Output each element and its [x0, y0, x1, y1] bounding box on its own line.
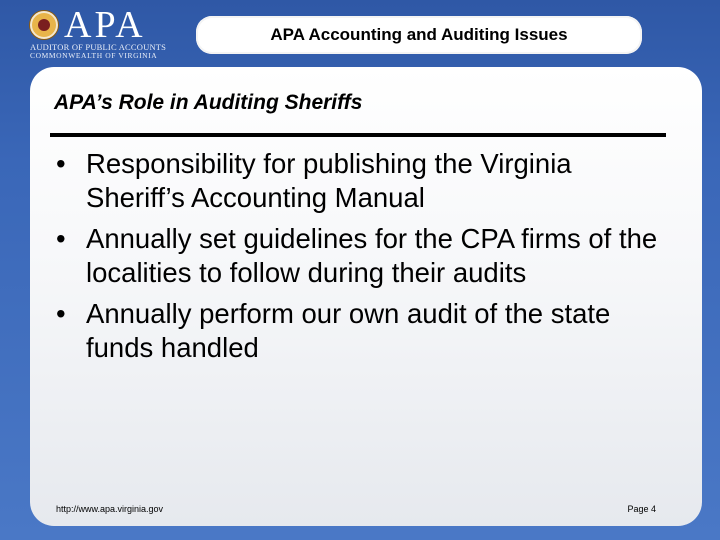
- header-title: APA Accounting and Auditing Issues: [270, 25, 568, 44]
- logo-subtitle-line1: AUDITOR OF PUBLIC ACCOUNTS: [30, 42, 167, 52]
- page-number: Page 4: [627, 504, 656, 514]
- bullet-item: • Annually perform our own audit of the state funds handled: [54, 297, 674, 365]
- title-divider: [50, 133, 666, 137]
- virginia-seal-icon: [30, 11, 58, 39]
- header-title-banner: [196, 16, 642, 54]
- logo-subtitle-line2: COMMONWEALTH OF VIRGINIA: [30, 51, 158, 60]
- slide-title: APA’s Role in Auditing Sheriffs: [54, 91, 363, 114]
- logo-wordmark: APA: [64, 4, 146, 46]
- bullet-list: [54, 147, 674, 372]
- bullet-item: • Annually set guidelines for the CPA firms of the localities to follow during their audits: [54, 222, 674, 290]
- content-panel: [30, 67, 702, 526]
- apa-logo: [28, 4, 198, 60]
- bullet-item: • Responsibility for publishing the Virginia Sheriff’s Accounting Manual: [54, 147, 674, 215]
- footer-url: http://www.apa.virginia.gov: [56, 504, 164, 514]
